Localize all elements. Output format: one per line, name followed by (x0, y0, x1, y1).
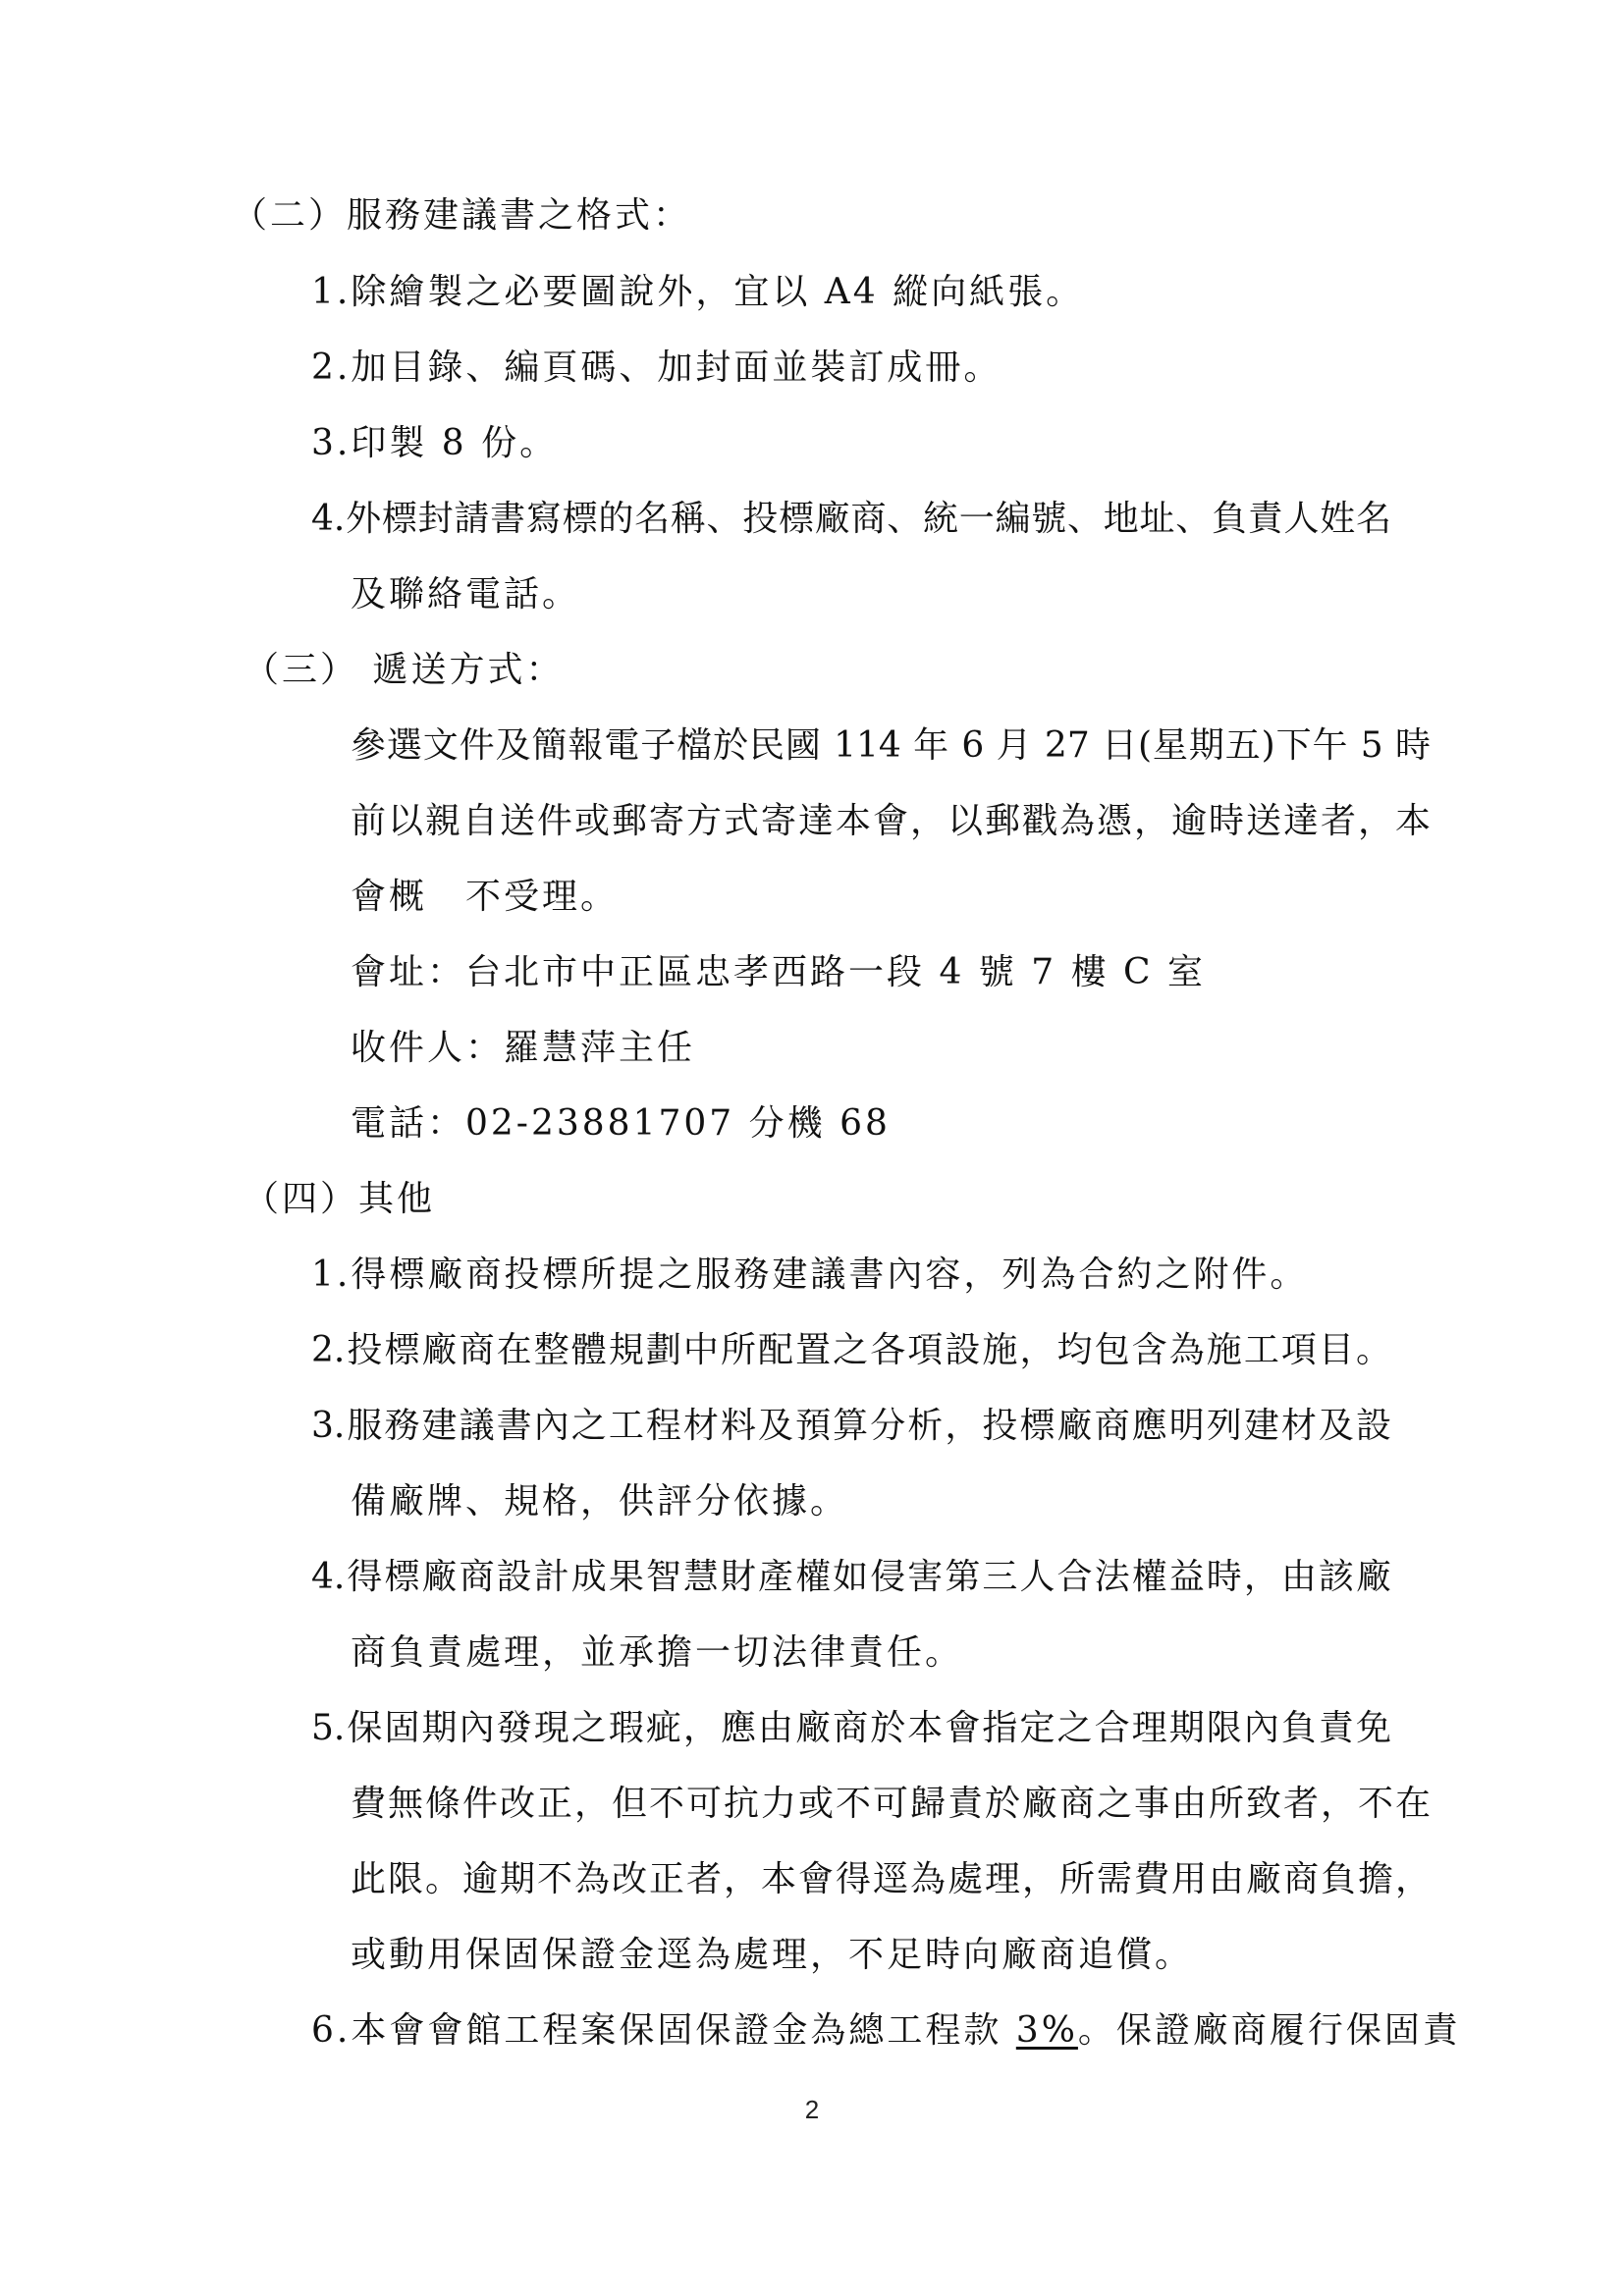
section-4-heading: （四）其他 (244, 1179, 436, 1219)
section-4-item-5-continued-1: 費無條件改正，但不可抗力或不可歸責於廠商之事由所致者，不在 (351, 1784, 1431, 1824)
page-number: 2 (804, 2095, 820, 2124)
section-2-heading: （二）服務建議書之格式： (232, 195, 692, 236)
section-2-item-3: 3.印製 8 份。 (311, 423, 559, 463)
section-4-item-6-percent: 3% (1015, 2010, 1078, 2051)
section-3-recipient: 收件人：羅慧萍主任 (351, 1028, 696, 1068)
section-4-item-3: 3.服務建議書內之工程材料及預算分析，投標廠商應明列建材及設 (311, 1406, 1391, 1446)
section-2-item-4: 4.外標封請書寫標的名稱、投標廠商、統一編號、地址、負責人姓名 (311, 499, 1391, 539)
section-2-item-4-continued: 及聯絡電話。 (351, 574, 581, 614)
section-4-item-6-prefix: 6.本會會館工程案保固保證金為總工程款 (311, 2010, 1016, 2051)
section-4-item-5-continued-2: 此限。逾期不為改正者，本會得逕為處理，所需費用由廠商負擔， (351, 1859, 1431, 1899)
section-4-item-6-suffix: 。保證廠商履行保固責 (1077, 2010, 1461, 2051)
section-3-line-3: 會概 不受理。 (351, 877, 620, 917)
section-4-item-5: 5.保固期內發現之瑕疵，應由廠商於本會指定之合理期限內負責免 (311, 1708, 1391, 1748)
section-4-item-4: 4.得標廠商設計成果智慧財產權如侵害第三人合法權益時，由該廠 (311, 1557, 1391, 1597)
section-2-item-1: 1.除繪製之必要圖說外，宜以 A4 縱向紙張。 (311, 272, 1085, 312)
section-3-line-1: 參選文件及簡報電子檔於民國 114 年 6 月 27 日(星期五)下午 5 時 (351, 725, 1431, 766)
section-3-heading: （三） 遞送方式： (244, 650, 565, 690)
section-4-item-1: 1.得標廠商投標所提之服務建議書內容，列為合約之附件。 (311, 1255, 1309, 1295)
section-3-phone: 電話：02-23881707 分機 68 (351, 1103, 891, 1144)
section-3-line-2: 前以親自送件或郵寄方式寄達本會，以郵戳為憑，逾時送達者，本 (351, 801, 1431, 841)
section-4-item-5-continued-3: 或動用保固保證金逕為處理，不足時向廠商追償。 (351, 1935, 1194, 1975)
section-2-item-2: 2.加目錄、編頁碼、加封面並裝訂成冊。 (311, 347, 1002, 388)
section-3-address: 會址：台北市中正區忠孝西路一段 4 號 7 樓 C 室 (351, 952, 1207, 992)
section-4-item-6 (311, 2011, 1461, 2051)
section-4-item-3-continued: 備廠牌、規格，供評分依據。 (351, 1481, 849, 1522)
section-4-item-2: 2.投標廠商在整體規劃中所配置之各項設施，均包含為施工項目。 (311, 1330, 1391, 1370)
section-4-item-4-continued: 商負責處理，並承擔一切法律責任。 (351, 1632, 964, 1673)
